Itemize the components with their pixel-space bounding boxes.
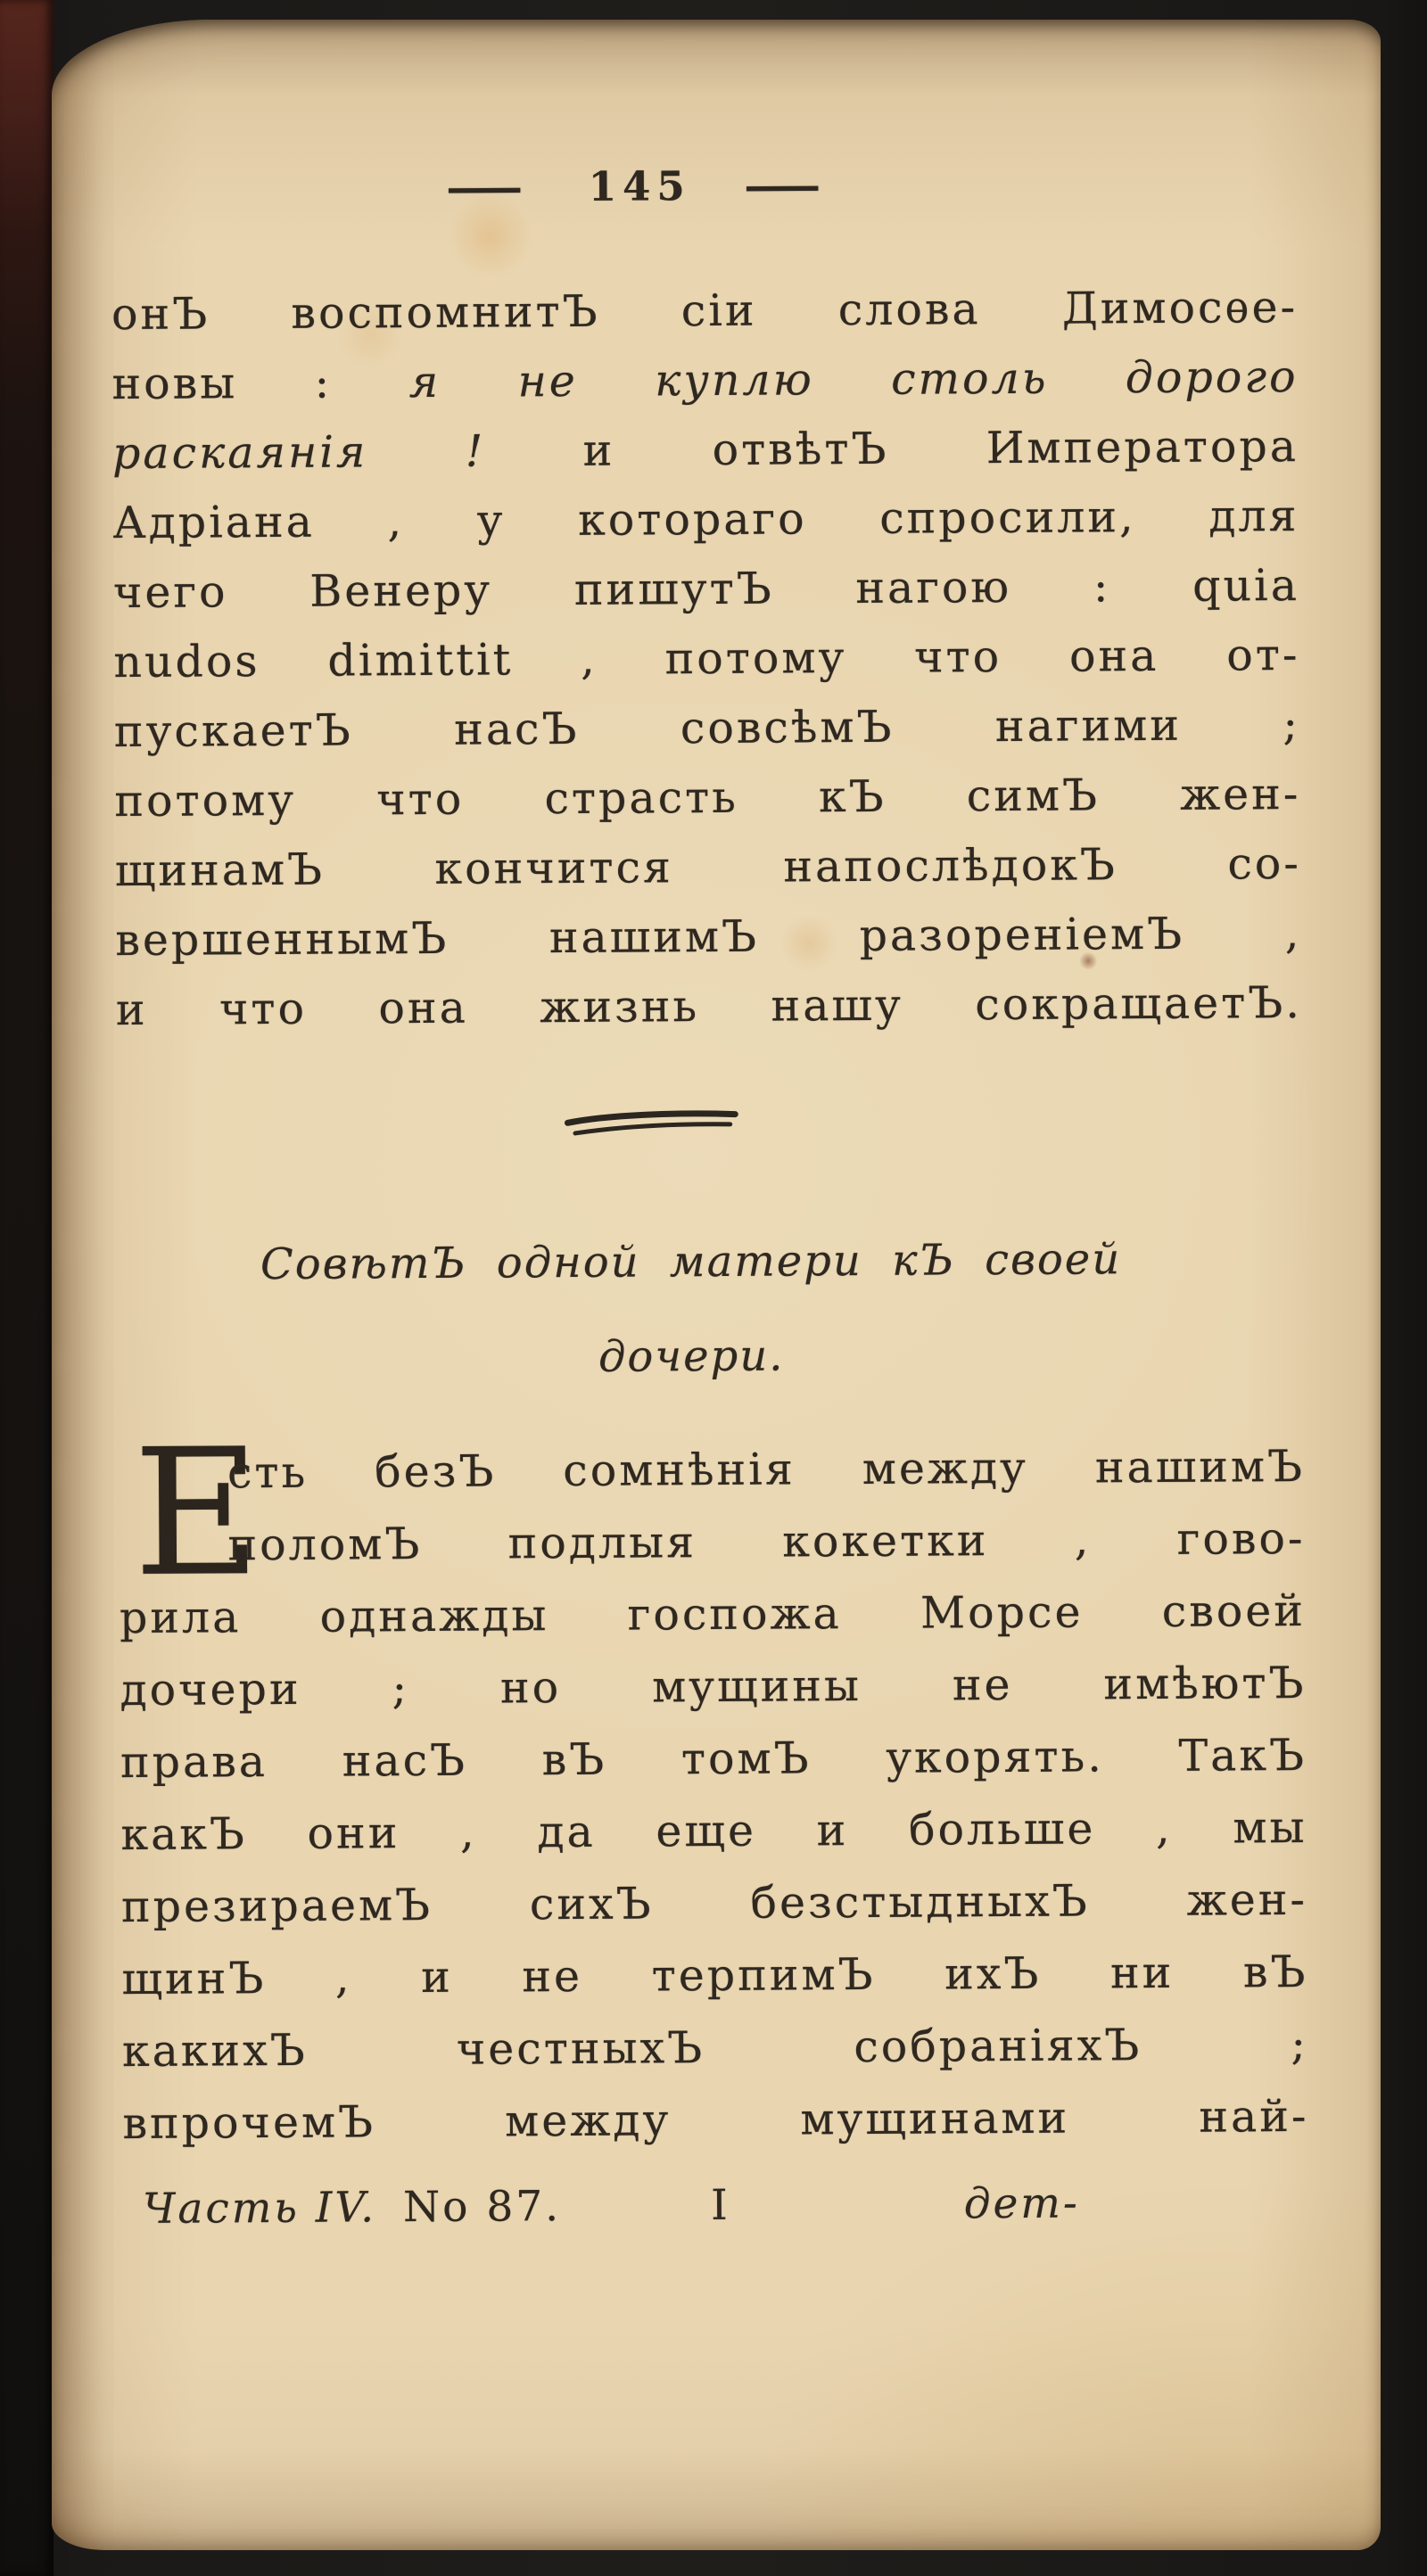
text-line	[112, 412, 1299, 489]
book-binding	[0, 0, 54, 2576]
section-heading-line-2: дочери.	[598, 1330, 785, 1382]
text-segment: Адріана , у котораго спросили, для	[112, 490, 1299, 549]
text-line	[120, 1647, 1306, 1726]
page-paper	[52, 20, 1381, 2550]
footer-issue-number: No 87.	[402, 2182, 562, 2233]
paragraph-2	[119, 1411, 1309, 2160]
text-line	[111, 342, 1298, 419]
text-line	[114, 690, 1300, 767]
footer-part-label: Часть IV.	[142, 2183, 377, 2234]
text-line	[112, 481, 1299, 558]
text-segment: вершеннымЪ нашимЪ разореніемЪ ,	[115, 907, 1302, 967]
text-segment: потому что страсть кЪ симЪ жен-	[114, 768, 1301, 827]
text-line	[115, 899, 1301, 975]
drop-cap: Е	[132, 1411, 262, 1617]
text-segment: дочери ; но мущины не имѣютЪ	[120, 1657, 1307, 1716]
footer-signature-line	[123, 2177, 1309, 2234]
footer-catchword: дет-	[963, 2178, 1080, 2229]
text-segment: пускаетЪ насЪ совсѣмЪ нагими ;	[113, 698, 1301, 758]
text-line	[116, 968, 1302, 1045]
text-line	[115, 829, 1301, 906]
text-segment: щинЪ , и не терпимЪ ихЪ ни вЪ	[121, 1946, 1308, 2005]
text-segment: щинамЪ кончится напослѣдокЪ со-	[114, 837, 1302, 897]
section-heading	[97, 1211, 1284, 1407]
text-segment: рила однажды госпожа Морсе своей	[119, 1584, 1307, 1644]
text-line	[122, 2008, 1308, 2087]
text-segment: nudos dimittit , потому что она от-	[113, 629, 1300, 688]
text-segment: права насЪ вЪ томЪ укорять. ТакЪ	[120, 1729, 1307, 1789]
text-line	[113, 551, 1299, 628]
text-segment: чего Венеру пишутЪ нагою : quia	[112, 559, 1300, 619]
text-segment: какихЪ честныхЪ собраніяхЪ ;	[121, 2018, 1309, 2078]
page-content	[45, 15, 1390, 2554]
text-segment: какЪ они , да еще и больше , мы	[120, 1801, 1307, 1861]
divider-scribble-icon	[562, 1106, 741, 1141]
text-line: сть безЪ сомнѣнія между нашимЪ	[227, 1440, 1306, 1499]
page-number: 145	[588, 162, 691, 210]
text-line: поломЪ подлыя кокетки , гово-	[227, 1512, 1306, 1571]
text-line	[111, 273, 1298, 350]
text-line	[122, 2080, 1308, 2160]
text-line	[121, 1936, 1307, 2015]
text-segment: онЪ воспомнитЪ сіи слова Димосѳе-	[111, 282, 1299, 341]
page-number-header	[0, 159, 1304, 214]
paragraph-2-rest	[120, 1575, 1309, 2160]
text-line	[121, 1864, 1307, 1943]
header-dash-left: —	[443, 163, 537, 211]
text-segment: новы :	[111, 357, 409, 410]
footer-signature-mark: I	[710, 2180, 730, 2231]
text-segment: и отвѣтЪ Императора	[485, 420, 1299, 477]
text-segment: впрочемЪ между мущинами най-	[122, 2090, 1309, 2150]
text-segment: раскаянія !	[111, 425, 486, 480]
section-divider	[562, 1106, 741, 1141]
header-dash-right: —	[742, 161, 836, 210]
paragraph-1	[111, 273, 1302, 1045]
text-line	[113, 621, 1299, 697]
text-line	[114, 760, 1300, 836]
text-segment: презираемЪ сихЪ безстыдныхЪ жен-	[120, 1873, 1308, 1933]
section-heading-line-1: СовѣтЪ одной матери кЪ своей	[260, 1234, 1122, 1290]
text-line	[120, 1719, 1307, 1798]
text-line	[120, 1791, 1307, 1871]
text-line	[120, 1575, 1306, 1654]
text-segment: и что она жизнь нашу сокращаетЪ.	[115, 976, 1302, 1036]
text-segment: я не куплю столь дорого	[408, 351, 1299, 408]
